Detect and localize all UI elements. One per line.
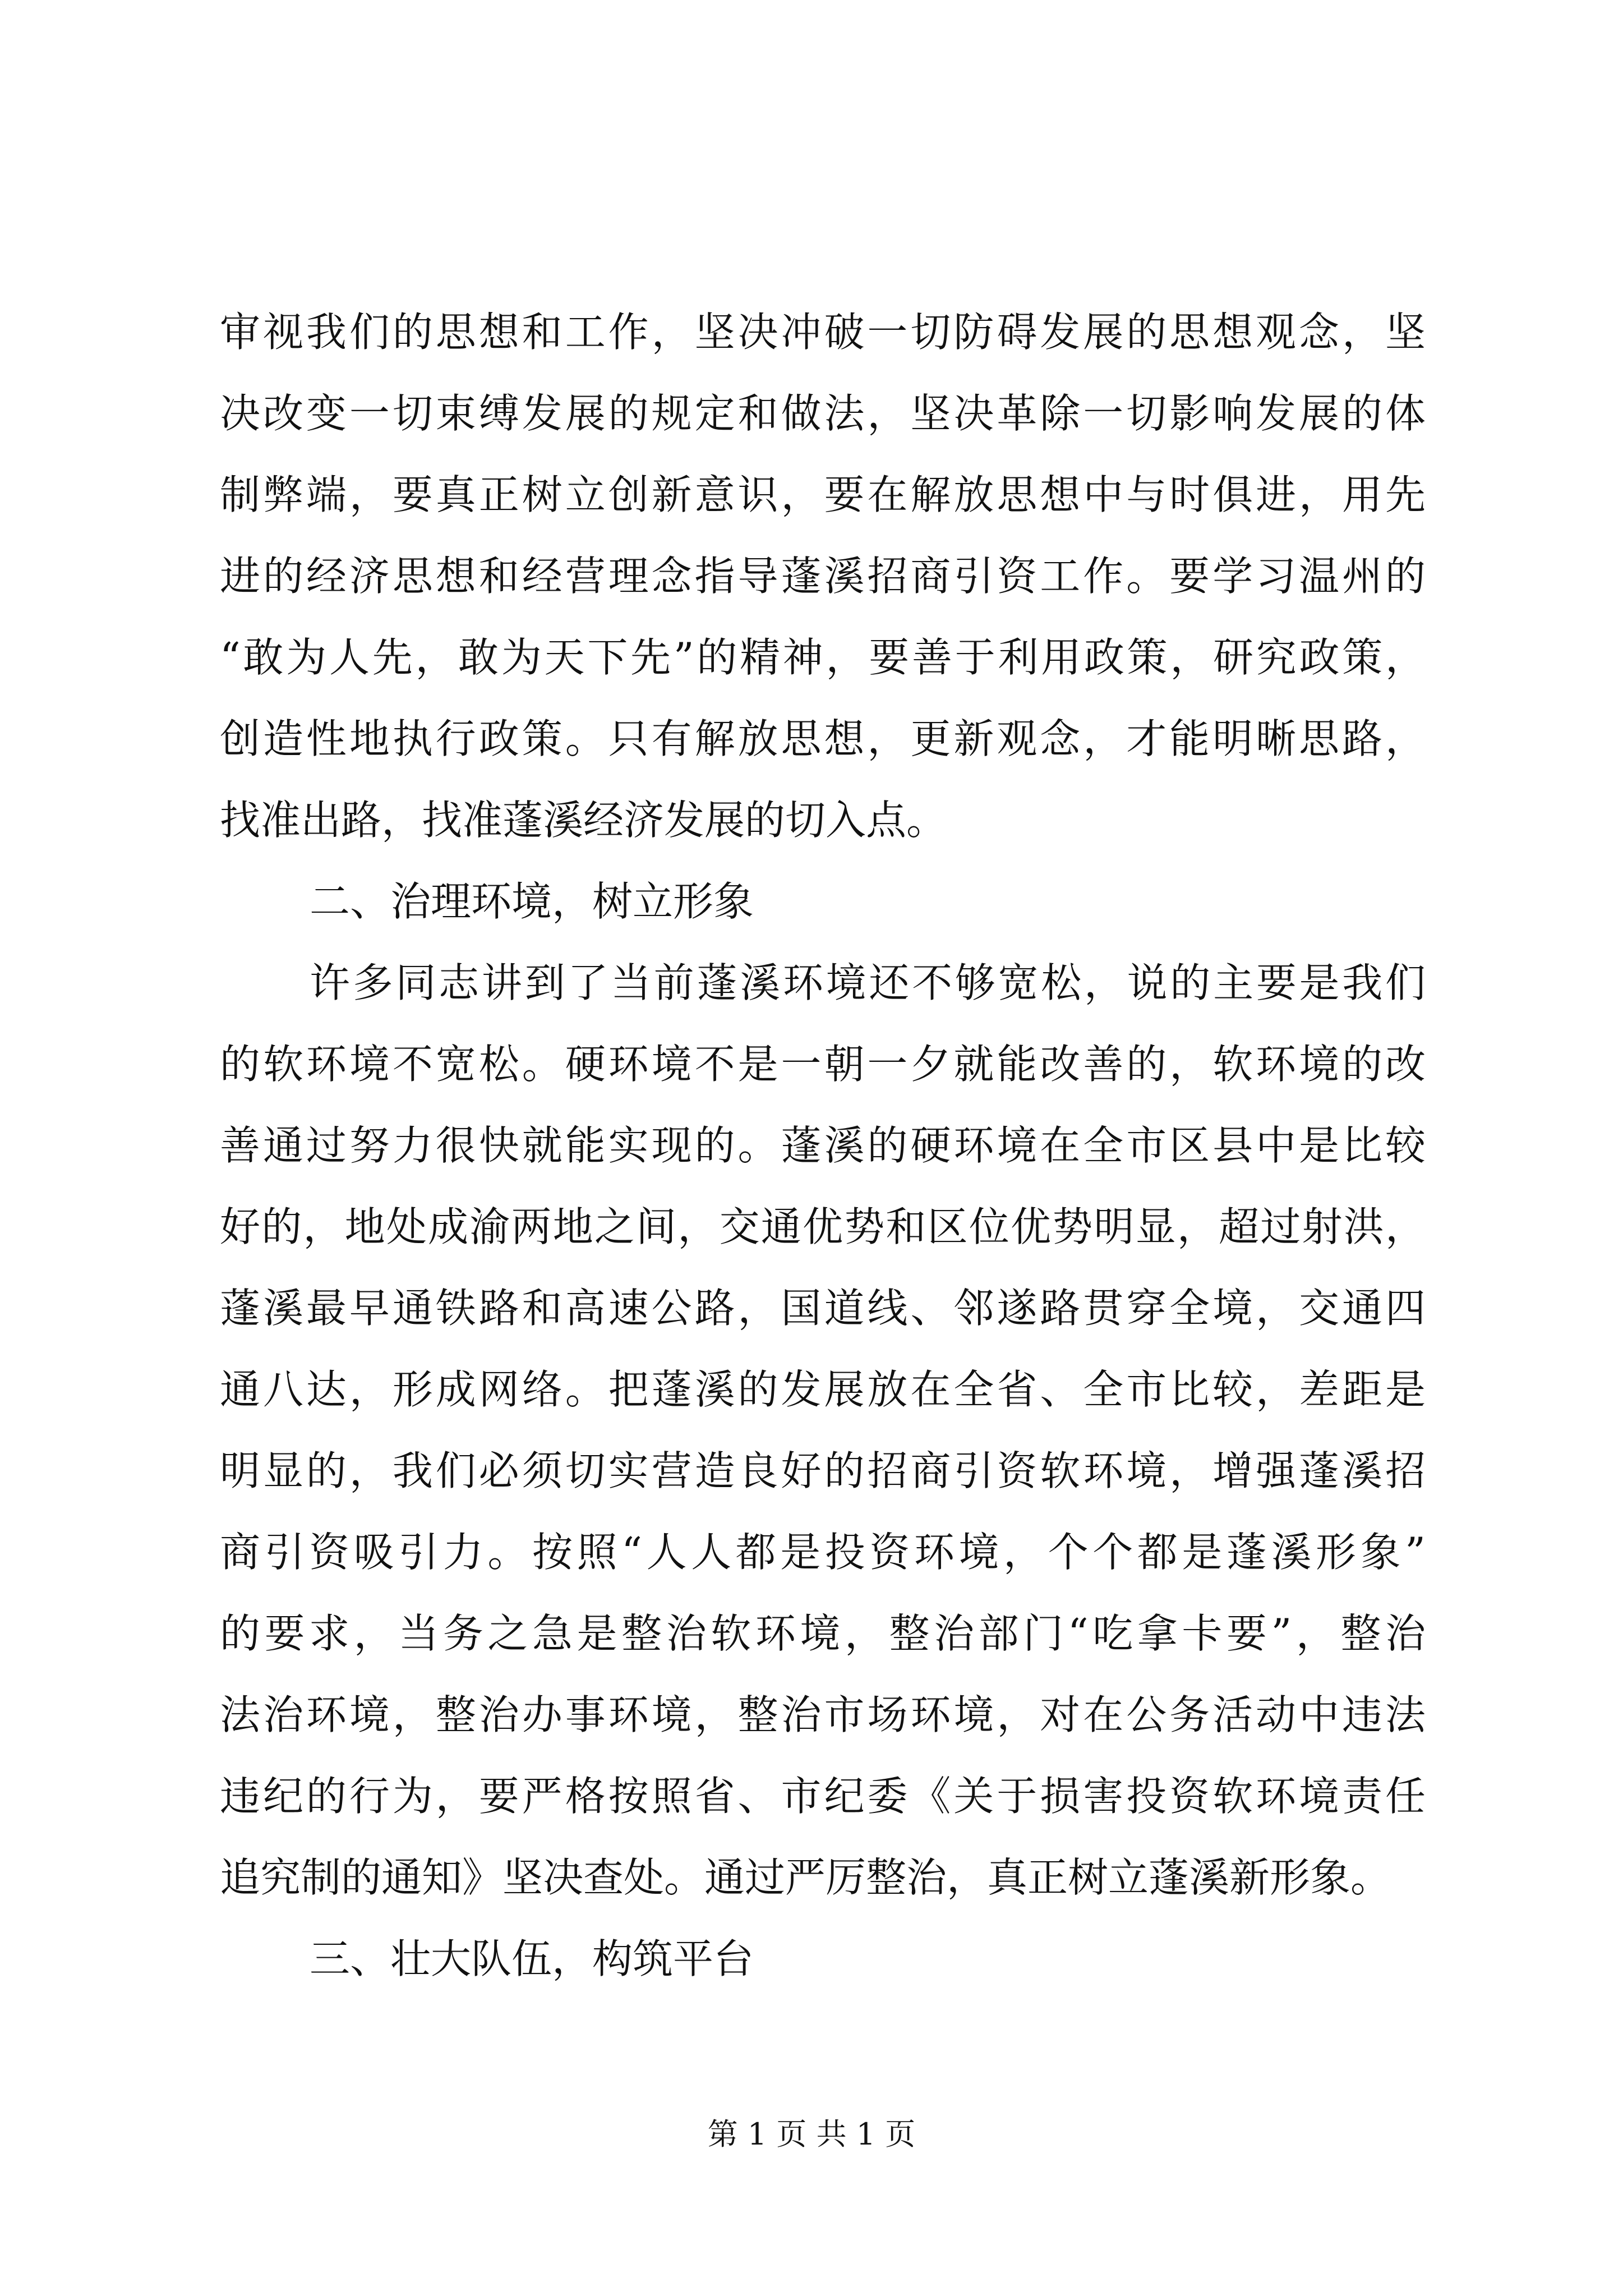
paragraph-line: 找准出路，找准蓬溪经济发展的切入点。	[220, 797, 947, 844]
paragraph-line: 创造性地执行政策。只有解放思想，更新观念，才能明晰思路，	[220, 715, 1426, 762]
paragraph-line: 善通过努力很快就能实现的。蓬溪的硬环境在全市区县中是比较	[220, 1122, 1426, 1169]
paragraph-line: 通八达，形成网络。把蓬溪的发展放在全省、全市比较，差距是	[220, 1366, 1426, 1413]
paragraph-line: 追究制的通知》坚决查处。通过严厉整治，真正树立蓬溪新形象。	[220, 1854, 1391, 1901]
paragraph-line: 制弊端，要真正树立创新意识，要在解放思想中与时俱进，用先	[220, 471, 1426, 518]
paragraph-line: 的要求，当务之急是整治软环境，整治部门“吃拿卡要”，整治	[220, 1610, 1426, 1657]
paragraph-line: 进的经济思想和经营理念指导蓬溪招商引资工作。要学习温州的	[220, 553, 1426, 600]
paragraph-line: 商引资吸引力。按照“人人都是投资环境，个个都是蓬溪形象”	[220, 1529, 1426, 1576]
section-heading: 二、治理环境，树立形象	[310, 878, 754, 925]
paragraph-line: 蓬溪最早通铁路和高速公路，国道线、邻遂路贯穿全境，交通四	[220, 1285, 1426, 1332]
paragraph-line: “敢为人先，敢为天下先”的精神，要善于利用政策，研究政策，	[220, 634, 1426, 681]
paragraph-line: 审视我们的思想和工作，坚决冲破一切防碍发展的思想观念，坚	[220, 309, 1426, 356]
paragraph-line: 法治环境，整治办事环境，整治市场环境，对在公务活动中违法	[220, 1691, 1426, 1738]
paragraph-line: 好的，地处成渝两地之间，交通优势和区位优势明显，超过射洪，	[220, 1203, 1426, 1250]
page-footer: 第 1 页 共 1 页	[707, 2116, 916, 2152]
section-heading: 三、壮大队伍，构筑平台	[310, 1935, 754, 1982]
paragraph-line: 决改变一切束缚发展的规定和做法，坚决革除一切影响发展的体	[220, 390, 1426, 437]
paragraph-line: 的软环境不宽松。硬环境不是一朝一夕就能改善的，软环境的改	[220, 1041, 1426, 1088]
paragraph-line: 违纪的行为，要严格按照省、市纪委《关于损害投资软环境责任	[220, 1773, 1426, 1820]
paragraph-line: 许多同志讲到了当前蓬溪环境还不够宽松，说的主要是我们	[310, 959, 1426, 1006]
document-body	[220, 292, 1426, 2000]
paragraph-line: 明显的，我们必须切实营造良好的招商引资软环境，增强蓬溪招	[220, 1447, 1426, 1494]
